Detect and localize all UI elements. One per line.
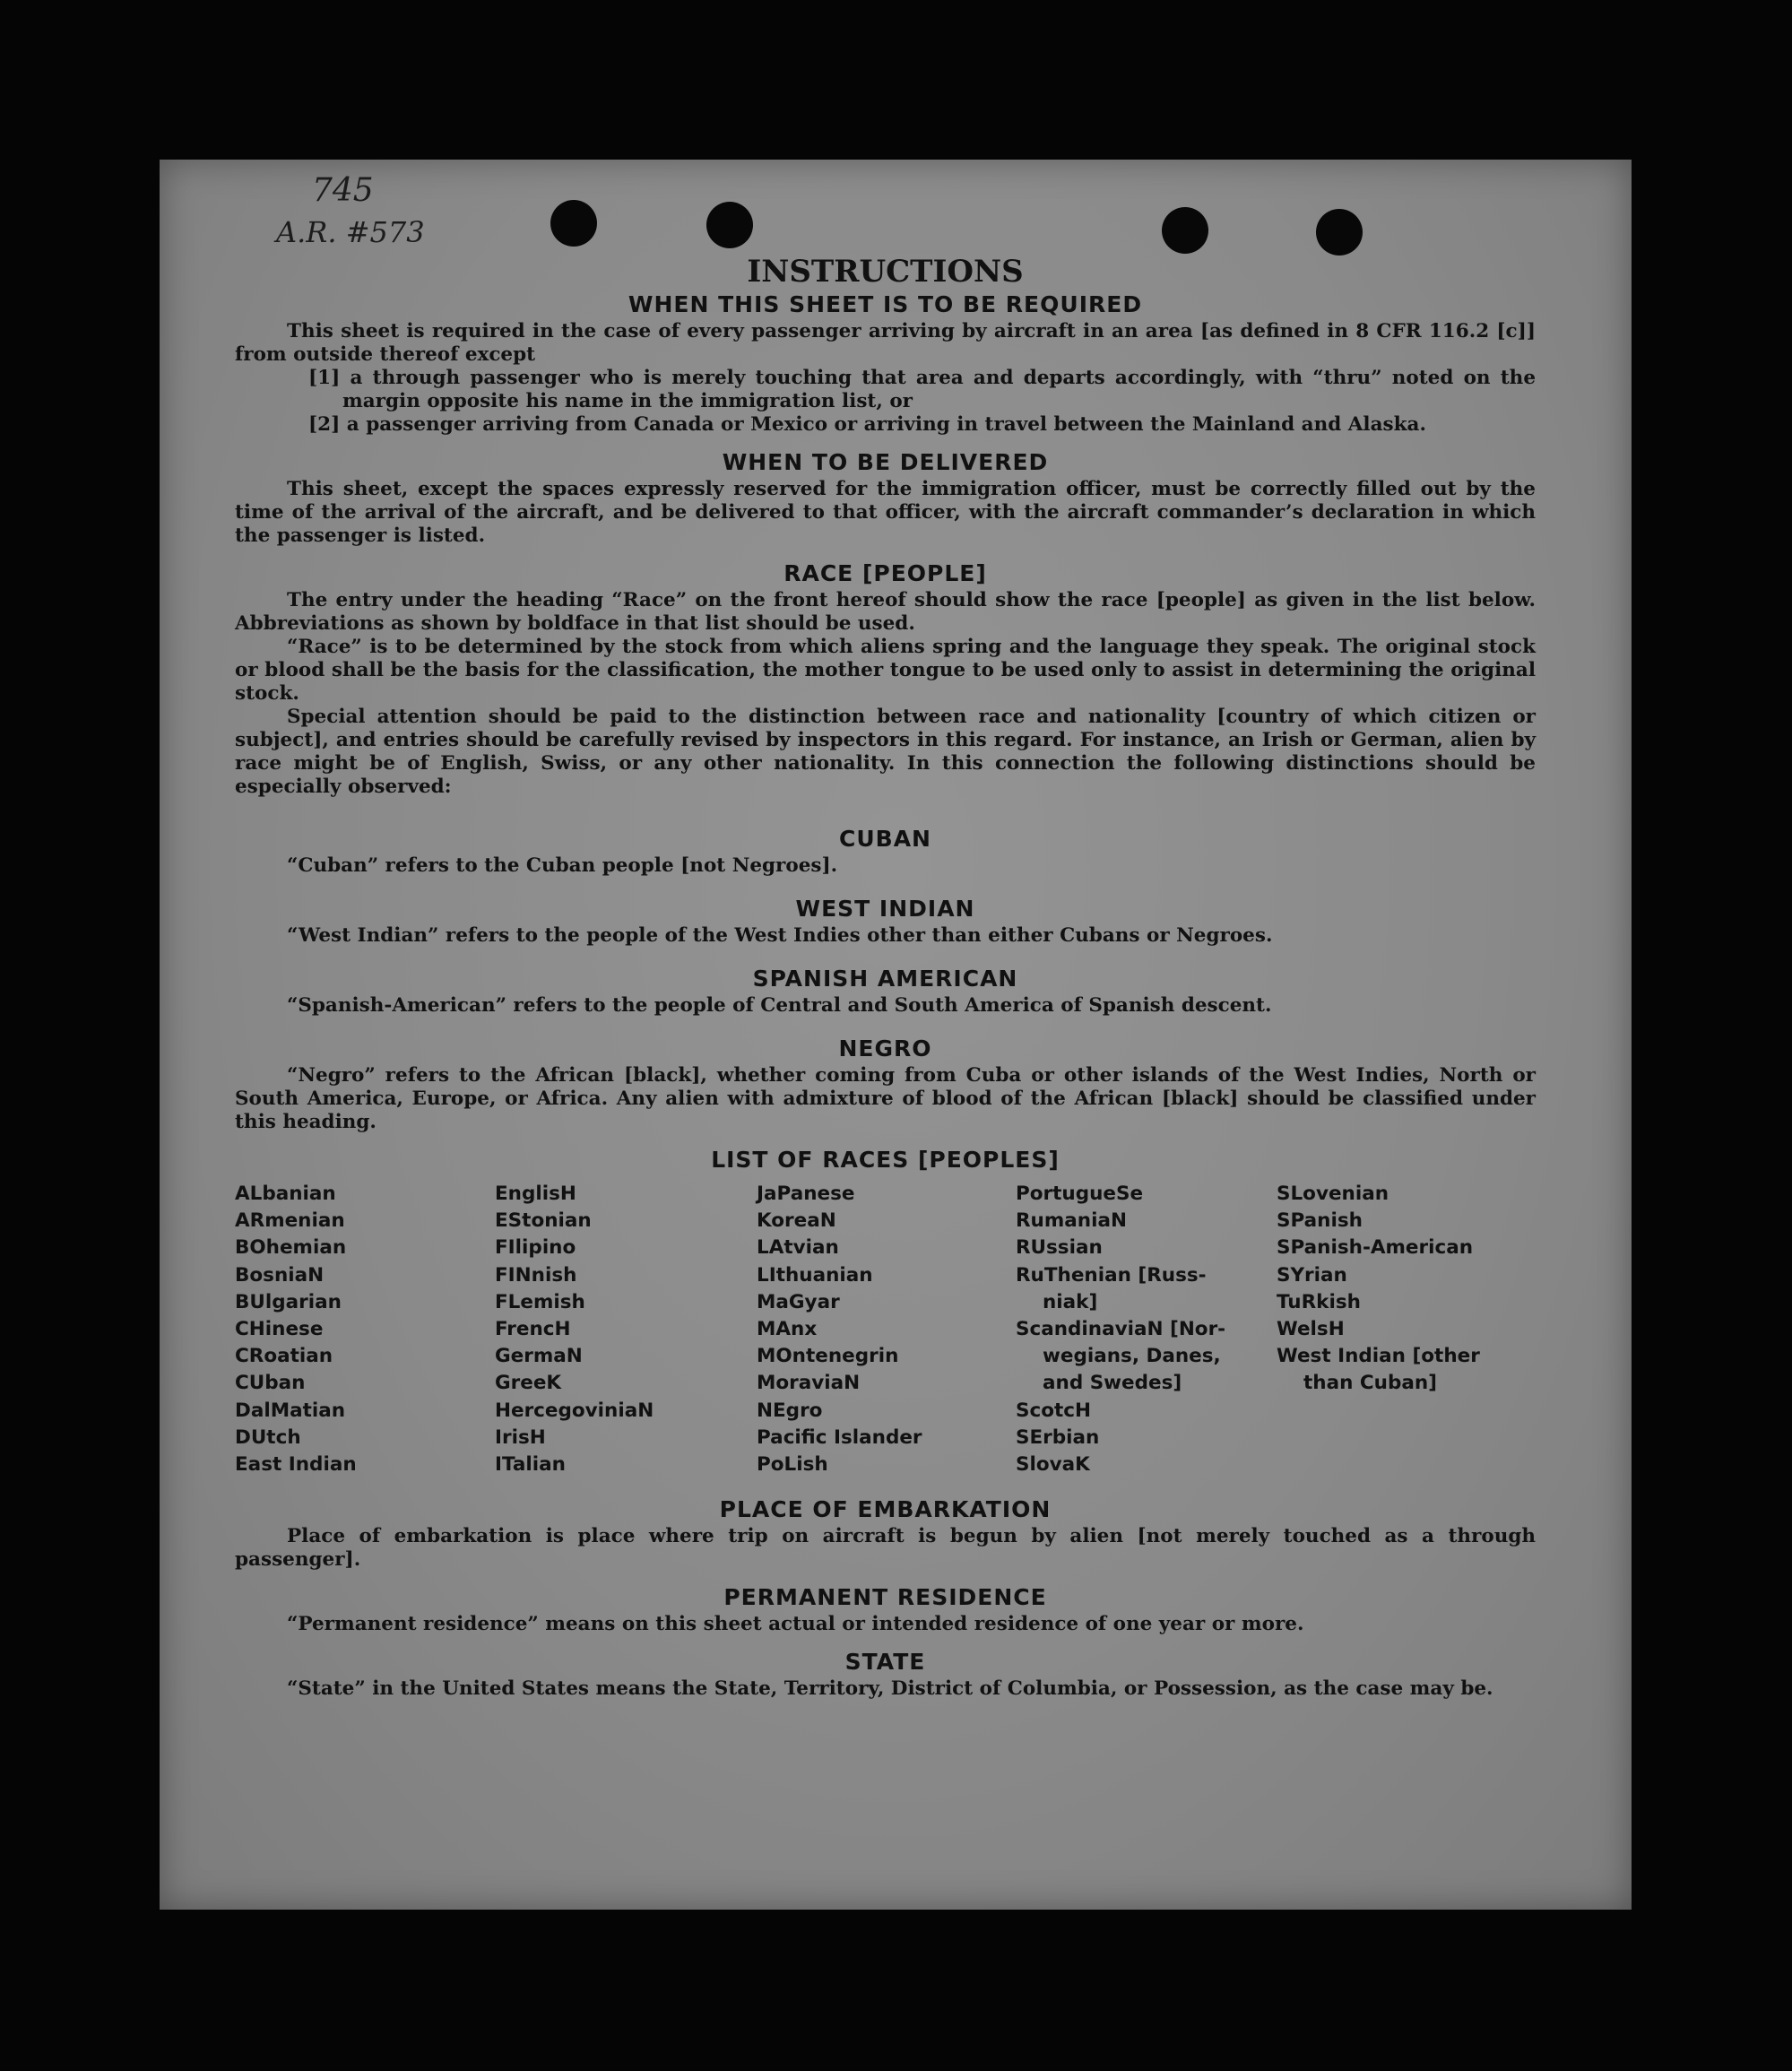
page-title: INSTRUCTIONS [747,254,1024,290]
race-item: FIlipino [495,1236,576,1260]
section-heading-spanish-american: SPANISH AMERICAN [752,966,1018,992]
handwritten-note: A.R. #573 [276,215,425,249]
race-item: FLemish [495,1290,585,1313]
race-item: BUlgarian [235,1290,342,1313]
race-item: JaPanese [757,1183,855,1205]
race-item: SPanish-American [1277,1236,1474,1260]
section-heading-west-indian: WEST INDIAN [795,896,975,922]
section-heading-required: WHEN THIS SHEET IS TO BE REQUIRED [628,291,1143,317]
race-item: EnglisH [495,1183,576,1205]
race-item: HercegoviniaN [495,1399,654,1422]
required-item-1: [1] a through passenger who is merely touching that area and departs accordingly, with “thru” noted on the margin opposite his name in the immigration list, or [308,367,1536,412]
race-paragraph-3: Special attention should be paid to the distinction between race and nationality [country of which citizen or subject], and entries should be carefully revised by inspectors in this regard. For instance, an Irish or German, alien by race might be of English, Swiss, or any other nationality. In this connection the following distinctions should be especially observed: [235,706,1536,798]
race-item: ITalian [495,1453,566,1477]
race-item: NEgro [757,1399,823,1422]
race-item: CUban [235,1372,306,1395]
punch-hole [1162,207,1208,254]
race-column-2 [495,1181,757,1478]
race-column-5 [1277,1181,1536,1478]
race-item: MaGyar [757,1290,840,1313]
section-heading-residence: PERMANENT RESIDENCE [723,1584,1047,1611]
race-item: PoLish [757,1453,828,1477]
race-item: LIthuanian [757,1263,873,1287]
race-item: MOntenegrin [757,1345,899,1368]
race-item: SErbian [1016,1425,1100,1449]
race-item: ALbanian [235,1183,336,1205]
race-item: IrisH [495,1425,546,1449]
race-item: MoraviaN [757,1372,861,1395]
race-item: BOhemian [235,1236,347,1260]
race-item: EStonian [495,1209,592,1233]
race-item: West Indian [other [1277,1345,1480,1368]
race-item: SLovenian [1277,1183,1389,1205]
race-item: CHinese [235,1318,324,1341]
section-heading-delivered: WHEN TO BE DELIVERED [722,449,1049,475]
state-text: “State” in the United States means the State, Territory, District of Columbia, or Possession, as the case may be. [287,1677,1493,1701]
section-heading-state: STATE [844,1649,926,1676]
required-item-2: [2] a passenger arriving from Canada or Mexico or arriving in travel between the Mainland and Alaska. [308,413,1426,436]
race-item: FrencH [495,1318,571,1341]
race-item: RuThenian [Russ- [1016,1263,1207,1287]
race-column-1 [235,1181,495,1478]
race-item: niak] [1043,1290,1098,1313]
race-item: ScandinaviaN [Nor- [1016,1318,1226,1341]
section-heading-race-list: LIST OF RACES [PEOPLES] [711,1147,1060,1173]
race-item: RUssian [1016,1236,1103,1260]
race-item: ARmenian [235,1209,345,1233]
race-item: SPanish [1277,1209,1363,1233]
race-paragraph-2: “Race” is to be determined by the stock from which aliens spring and the language they speak. The original stock or blood shall be the basis for the classification, the mother tongue to be used only to assist in determining the original stock. [235,636,1536,705]
race-item: East Indian [235,1453,357,1477]
instructions-content [235,254,1536,1701]
race-item: LAtvian [757,1236,839,1260]
race-item: FINnish [495,1263,577,1287]
race-item: WelsH [1277,1318,1345,1341]
race-item: DUtch [235,1425,301,1449]
race-item: DalMatian [235,1399,346,1422]
race-item: TuRkish [1277,1290,1361,1313]
race-item: GreeK [495,1372,562,1395]
race-item: KoreaN [757,1209,836,1233]
race-column-3 [757,1181,1016,1478]
race-item: MAnx [757,1318,818,1341]
race-item: RumaniaN [1016,1209,1127,1233]
section-heading-embarkation: PLACE OF EMBARKATION [719,1496,1052,1523]
race-list [235,1181,1536,1478]
punch-hole [1316,209,1363,256]
handwritten-note: 745 [312,172,374,209]
race-column-4 [1016,1181,1277,1478]
required-intro: This sheet is required in the case of every passenger arriving by aircraft in an area [as defined in 8 CFR 116.2 [c]] from outside thereof except [235,320,1536,366]
race-paragraph-1: The entry under the heading “Race” on the front hereof should show the race [people] as given in the list below. Abbreviations as shown by boldface in that list should be used. [235,589,1536,635]
race-item: PortugueSe [1016,1183,1144,1205]
west-indian-text: “West Indian” refers to the people of the West Indies other than either Cubans or Negroes. [287,924,1273,947]
punch-hole [706,202,753,248]
race-item: SYrian [1277,1263,1347,1287]
race-item: and Swedes] [1043,1372,1182,1395]
residence-text: “Permanent residence” means on this sheet actual or intended residence of one year or more. [287,1613,1304,1636]
negro-text: “Negro” refers to the African [black], whether coming from Cuba or other islands of the West Indies, North or South America, Europe, or Africa. Any alien with admixture of blood of the African [black] should be classified under this heading. [235,1064,1536,1133]
cuban-text: “Cuban” refers to the Cuban people [not Negroes]. [287,854,838,877]
race-item: GermaN [495,1345,583,1368]
spanish-american-text: “Spanish-American” refers to the people of Central and South America of Spanish descent. [287,994,1272,1017]
punch-hole [550,200,597,247]
race-item: CRoatian [235,1345,333,1368]
embarkation-text: Place of embarkation is place where trip on aircraft is begun by alien [not merely touched as a through passenger]. [235,1525,1536,1572]
race-item: ScotcH [1016,1399,1092,1422]
race-item: SlovaK [1016,1453,1090,1477]
section-heading-negro: NEGRO [838,1036,932,1061]
delivered-text: This sheet, except the spaces expressly reserved for the immigration officer, must be correctly filled out by the time of the arrival of the aircraft, and be delivered to that officer, with the aircraft commander’s declaration in which the passenger is listed. [235,478,1536,547]
race-item: than Cuban] [1303,1372,1437,1395]
section-heading-race: RACE [PEOPLE] [783,560,987,586]
race-item: wegians, Danes, [1043,1345,1221,1368]
race-item: Pacific Islander [757,1425,922,1449]
race-item: BosniaN [235,1263,325,1287]
section-heading-cuban: CUBAN [839,826,931,852]
